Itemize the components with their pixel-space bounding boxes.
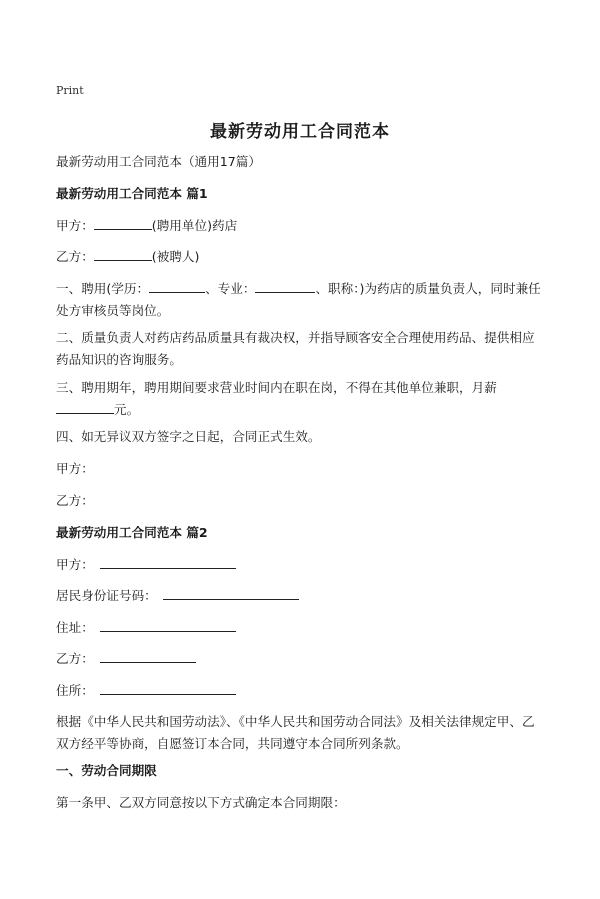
field-party-a: 甲方： (56, 554, 546, 576)
clause-3: 三、聘用期年，聘用期间要求营业时间内在职在岗，不得在其他单位兼职，月薪元。 (56, 380, 497, 417)
clause-2: 二、质量负责人对药店药品质量具有裁决权，并指导顾客安全合理使用药品、提供相应药品知识的咨询服务。 (56, 330, 535, 367)
sign-party-a: 甲方： (56, 461, 94, 476)
clause-4: 四、如无异议双方签字之日起，合同正式生效。 (56, 429, 321, 444)
party-b-line: 乙方： (被聘人) (56, 246, 546, 268)
subheading-term: 一、劳动合同期限 (56, 763, 157, 778)
sign-party-b: 乙方： (56, 493, 94, 508)
print-link[interactable]: Print (56, 84, 84, 97)
field-address: 住址： (56, 617, 546, 639)
field-party-b: 乙方： (56, 648, 546, 670)
blank-field (149, 278, 205, 293)
blank-field (255, 278, 315, 293)
page-title: 最新劳动用工合同范本 (210, 122, 390, 142)
blank-field (100, 680, 236, 695)
blank-field (100, 554, 236, 569)
section-heading-1: 最新劳动用工合同范本 篇1 (56, 186, 208, 201)
blank-field (100, 648, 196, 663)
blank-field (94, 246, 152, 261)
intro-paragraph: 根据《中华人民共和国劳动法》、《中华人民共和国劳动合同法》及相关法律规定甲、乙双方经平等协商，自愿签订本合同，共同遵守本合同所列条款。 (56, 714, 535, 751)
blank-field (56, 399, 114, 414)
field-residence: 住所： (56, 680, 546, 702)
party-a-line: 甲方： (聘用单位)药店 (56, 215, 546, 237)
blank-field (163, 585, 299, 600)
clause-1: 一、聘用(学历： 、专业： 、职称：)为药店的质量负责人，同时兼任处方审核员等岗位。 (56, 278, 546, 322)
section-heading-2: 最新劳动用工合同范本 篇2 (56, 525, 208, 540)
field-id-number: 居民身份证号码： (56, 585, 546, 607)
blank-field (94, 215, 152, 230)
blank-field (100, 617, 236, 632)
subtitle: 最新劳动用工合同范本（通用17篇） (56, 154, 261, 169)
article-1: 第一条甲、乙双方同意按以下方式确定本合同期限： (56, 795, 346, 810)
